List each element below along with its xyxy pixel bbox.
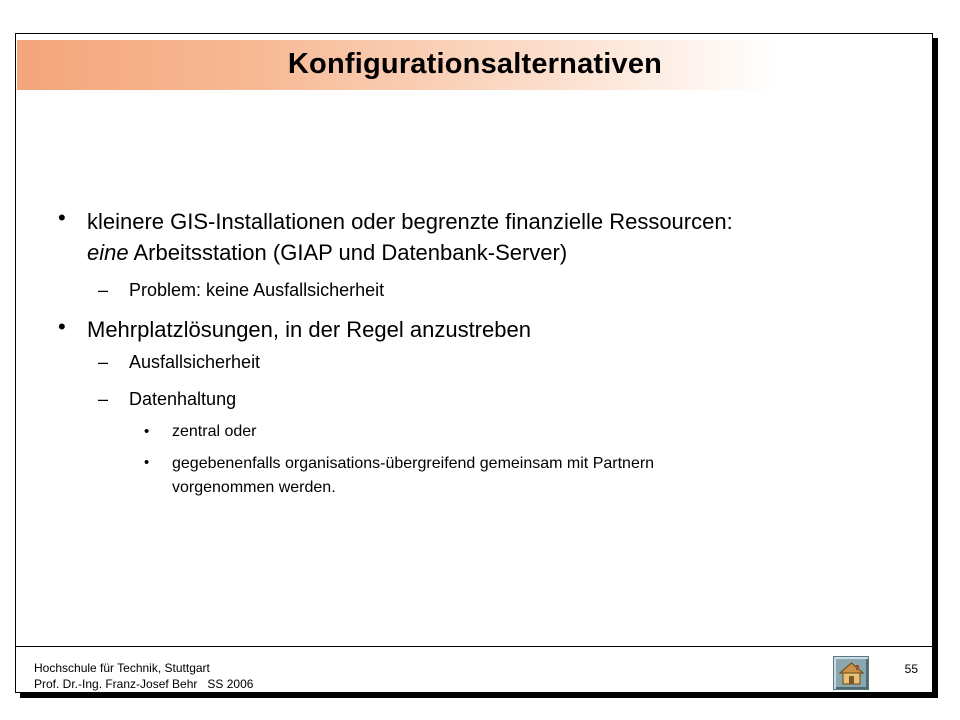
home-icon bbox=[839, 661, 864, 686]
bullet-1-text bbox=[87, 206, 907, 268]
bullet-1-line-2-rest: Arbeitsstation (GIAP und Datenbank-Server) bbox=[128, 240, 568, 265]
sub-sub-item-zentral: zentral oder bbox=[172, 423, 257, 440]
bullet-2-text: Mehrplatzlösungen, in der Regel anzustreben bbox=[87, 317, 531, 342]
footer-author-row bbox=[34, 676, 253, 692]
footer-info bbox=[34, 660, 253, 692]
footer-author: Prof. Dr.-Ing. Franz-Josef Behr bbox=[34, 677, 198, 691]
sub-sub-item-gegebenenfalls bbox=[172, 452, 872, 500]
bullet-marker: • bbox=[144, 454, 150, 471]
dash-marker: – bbox=[98, 352, 109, 372]
slide-frame bbox=[15, 33, 933, 693]
bullet-marker: • bbox=[58, 314, 66, 339]
page-number: 55 bbox=[904, 662, 918, 676]
dash-marker: – bbox=[98, 280, 109, 300]
slide-title: Konfigurationsalternativen bbox=[287, 48, 663, 80]
bullet-marker: • bbox=[144, 423, 150, 440]
bullet-marker: • bbox=[58, 205, 66, 230]
footer-institution: Hochschule für Technik, Stuttgart bbox=[34, 661, 210, 675]
sub-sub-line-1: gegebenenfalls organisations-übergreifend gemeinsam mit Partnern bbox=[172, 455, 655, 472]
bullet-1-line-2 bbox=[87, 237, 907, 268]
footer-divider bbox=[16, 646, 932, 647]
sub-item-datenhaltung: Datenhaltung bbox=[129, 389, 237, 409]
bullet-1-line-1: kleinere GIS-Installationen oder begrenzte finanzielle Ressourcen: bbox=[87, 209, 733, 234]
slide-content bbox=[16, 34, 934, 634]
sub-item-ausfallsicherheit: Ausfallsicherheit bbox=[129, 352, 261, 372]
sub-sub-line-2: vorgenommen werden. bbox=[172, 479, 336, 496]
home-button[interactable] bbox=[833, 656, 869, 690]
bullet-1-italic: eine bbox=[87, 240, 129, 265]
footer-semester: SS 2006 bbox=[207, 677, 254, 691]
sub-item-problem: Problem: keine Ausfallsicherheit bbox=[129, 280, 385, 300]
dash-marker: – bbox=[98, 389, 109, 409]
